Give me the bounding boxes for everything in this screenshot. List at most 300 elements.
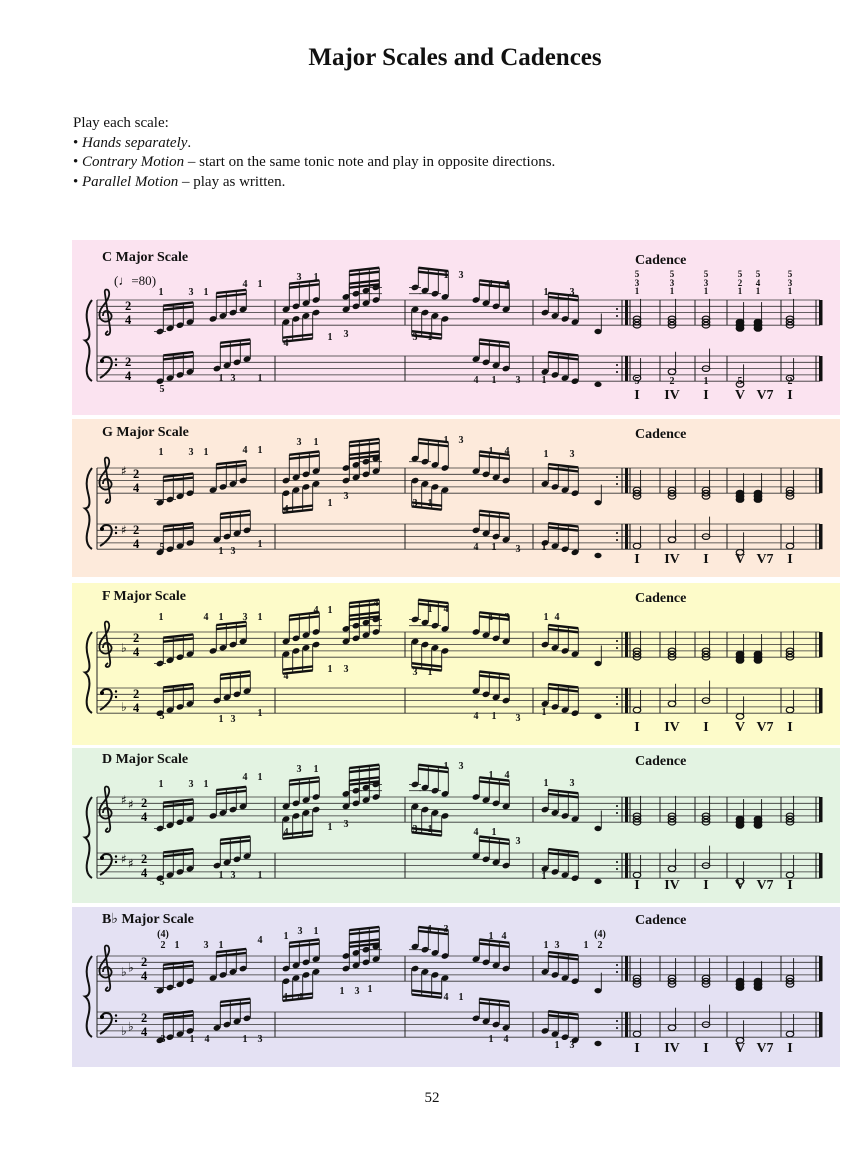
fingering: 1: [488, 1034, 494, 1045]
roman-numeral: I: [703, 552, 709, 567]
final-barline: [819, 1012, 823, 1037]
fingering: 1: [491, 375, 497, 386]
bullet: •: [73, 173, 83, 190]
time-signature: 2: [133, 523, 140, 537]
bullet: •: [73, 154, 83, 170]
fingering: 1: [158, 779, 164, 790]
chord-note: [754, 816, 762, 822]
fingering: 3: [569, 449, 575, 460]
roman-numeral: V7: [756, 388, 774, 403]
repeat-dot: [616, 1020, 618, 1022]
fingering: 4: [242, 445, 248, 456]
fingering: 3: [257, 1034, 263, 1045]
bass-half-note: [736, 714, 744, 720]
fingering: 3: [443, 924, 449, 935]
fingering: 5: [159, 711, 165, 722]
fingering: 1: [488, 931, 494, 942]
repeat-dot: [616, 805, 618, 807]
chord-note: [754, 319, 762, 325]
time-signature: 4: [141, 810, 148, 824]
beam: [349, 268, 379, 271]
beam: [349, 765, 379, 768]
beam: [548, 853, 578, 856]
fingering: 3: [569, 778, 575, 789]
time-signature: 4: [141, 969, 148, 983]
chord-note: [736, 816, 744, 822]
repeat-dot: [616, 703, 618, 705]
repeat-dot: [616, 1027, 618, 1029]
fingering: 1: [491, 827, 497, 838]
fingering: 1: [257, 539, 263, 550]
repeat-dot: [616, 971, 618, 973]
double-barline: [625, 468, 628, 493]
bass-clef-dot: [115, 358, 117, 360]
fingering: 3: [515, 713, 521, 724]
beam: [479, 511, 509, 514]
scale-title: B♭ Major Scale: [102, 912, 194, 927]
beam: [216, 626, 246, 629]
roman-numeral: IV: [664, 878, 680, 893]
fingering: 3: [188, 779, 194, 790]
time-signature: 4: [133, 537, 140, 551]
beam: [289, 616, 319, 619]
fingering: 1: [541, 542, 547, 553]
beam: [216, 294, 246, 297]
beam: [412, 994, 442, 997]
fingering: 1: [218, 612, 224, 623]
beam: [479, 781, 509, 784]
final-barline: [819, 300, 823, 325]
fingering: 1: [327, 822, 333, 833]
beam: [220, 999, 250, 1002]
fingering: 3: [188, 287, 194, 298]
beam: [349, 939, 379, 942]
fingering: 4: [242, 279, 248, 290]
repeat-dot: [616, 868, 618, 870]
flat-icon: ♭: [128, 1019, 134, 1034]
flat-icon: ♭: [128, 960, 134, 975]
beam: [412, 990, 442, 993]
quarter-note: [594, 826, 601, 831]
quarter-note: [594, 1041, 601, 1046]
brace: [85, 300, 92, 381]
time-signature: 2: [125, 299, 132, 313]
instruction-text: .: [187, 134, 192, 151]
bass-half-note: [786, 707, 794, 713]
fingering: 1: [491, 711, 497, 722]
repeat-dot: [616, 640, 618, 642]
time-signature: 2: [141, 955, 148, 969]
repeat-dot: [616, 315, 618, 317]
beam: [548, 356, 578, 359]
repeat-dot: [616, 483, 618, 485]
beam: [349, 769, 379, 772]
cadence-label: Cadence: [635, 253, 687, 268]
roman-numeral: IV: [664, 552, 680, 567]
double-barline: [625, 524, 628, 549]
fingering: 3: [515, 836, 521, 847]
bass-clef-dot: [115, 690, 117, 692]
fingering: 1: [189, 1034, 195, 1045]
beam: [548, 952, 578, 955]
fingering: 3: [412, 332, 418, 343]
double-barline: [625, 356, 628, 381]
bass-half-note: [633, 1031, 641, 1037]
double-barline: [625, 797, 628, 822]
beam: [289, 451, 319, 454]
fingering: 3: [296, 437, 302, 448]
chord-note: [754, 651, 762, 657]
quarter-note: [594, 553, 601, 558]
brace: [85, 956, 92, 1037]
fingering: 1: [541, 707, 547, 718]
bass-clef-icon: [100, 359, 104, 363]
bass-half-note: [668, 1025, 676, 1031]
fingering: 1: [283, 992, 289, 1003]
quarter-note-icon: ♩: [118, 273, 132, 288]
chord-note: [754, 490, 762, 496]
roman-numeral: I: [787, 552, 793, 567]
beam: [163, 638, 193, 641]
fingering: 1: [543, 940, 549, 951]
fingering: 4: [473, 542, 479, 553]
fingering: 1: [427, 824, 433, 835]
brace: [85, 632, 92, 713]
fingering: 4: [283, 504, 289, 515]
cadence-label: Cadence: [635, 913, 687, 928]
final-barline: [819, 797, 823, 822]
fingering: 1: [541, 375, 547, 386]
roman-numeral: V: [734, 1041, 746, 1056]
tempo-value: =80: [131, 273, 152, 288]
quarter-note: [594, 661, 601, 666]
fingering: 3: [412, 824, 418, 835]
beam: [479, 943, 509, 946]
roman-numeral: V7: [756, 720, 774, 735]
fingering: 1: [283, 931, 289, 942]
repeat-dot: [616, 696, 618, 698]
fingering: 1: [257, 772, 263, 783]
fingering: 1: [257, 373, 263, 384]
bass-half-note: [786, 543, 794, 549]
beam: [479, 343, 509, 346]
beam: [349, 272, 379, 275]
scale-title: D Major Scale: [102, 752, 189, 767]
fingering: 1: [218, 546, 224, 557]
fingering: 3: [296, 272, 302, 283]
repeat-dot: [616, 539, 618, 541]
fingering: (4): [594, 929, 606, 940]
time-signature: 2: [141, 852, 148, 866]
beam: [163, 853, 193, 856]
beam: [479, 999, 509, 1002]
cadence-fingering: 5 4 1: [755, 269, 761, 296]
roman-numeral: V7: [756, 552, 774, 567]
fingering: 3: [297, 926, 303, 937]
fingering: 3: [343, 329, 349, 340]
double-barline: [625, 853, 628, 878]
beam: [479, 671, 509, 674]
beam: [548, 468, 578, 471]
sharp-icon: ♯: [121, 523, 127, 537]
beam: [163, 306, 193, 309]
fingering: 3: [230, 546, 236, 557]
fingering: 5: [159, 542, 165, 553]
instruction-text: – play as written.: [178, 173, 286, 190]
fingering: 4: [504, 446, 510, 457]
bass-clef-dot: [115, 532, 117, 534]
final-barline: [819, 632, 823, 657]
fingering: 3: [230, 870, 236, 881]
flat-icon: ♭: [121, 641, 127, 655]
repeat-dot: [616, 861, 618, 863]
roman-numeral: I: [787, 878, 793, 893]
beam: [220, 836, 250, 839]
repeat-dot: [616, 476, 618, 478]
fingering: 1: [488, 446, 494, 457]
fingering: 3: [160, 1034, 166, 1045]
bass-clef-icon: [100, 527, 104, 531]
beam: [479, 339, 509, 342]
roman-numeral: I: [703, 388, 709, 403]
beam: [220, 339, 250, 342]
roman-numeral: V: [734, 878, 746, 893]
fingering: 1: [203, 779, 209, 790]
fingering: 3: [230, 373, 236, 384]
roman-numeral: V: [734, 552, 746, 567]
time-signature: 4: [141, 866, 148, 880]
fingering: 3: [458, 270, 464, 281]
fingering: 1: [327, 664, 333, 675]
roman-numeral: I: [634, 1041, 640, 1056]
time-signature: 4: [133, 645, 140, 659]
roman-numeral: V: [734, 720, 746, 735]
instruction-emphasis: Contrary Motion: [82, 154, 185, 170]
beam: [349, 777, 379, 780]
fingering: 3: [458, 761, 464, 772]
beam: [163, 849, 193, 852]
chord-note: [736, 490, 744, 496]
roman-numeral: I: [787, 388, 793, 403]
final-barline: [819, 468, 823, 493]
sharp-icon: ♯: [128, 797, 134, 812]
beam: [216, 290, 246, 293]
fingering: 1: [203, 287, 209, 298]
beam: [216, 461, 246, 464]
beam: [548, 464, 578, 467]
fingering: 1: [158, 612, 164, 623]
beam: [289, 781, 319, 784]
final-barline: [819, 688, 823, 713]
fingering: 1: [427, 498, 433, 509]
fingering: 4: [473, 375, 479, 386]
beam: [349, 439, 379, 442]
fingering: 3: [343, 491, 349, 502]
roman-numeral: IV: [664, 388, 680, 403]
repeat-dot: [616, 532, 618, 534]
flat-icon: ♭: [121, 700, 127, 714]
bass-half-note: [633, 872, 641, 878]
fingering: 1: [257, 708, 263, 719]
fingering: 1: [313, 764, 319, 775]
beam: [163, 352, 193, 355]
beam: [548, 956, 578, 959]
time-signature: 4: [125, 369, 132, 383]
bass-half-note: [668, 537, 676, 543]
fingering: 1: [313, 272, 319, 283]
fingering: 3: [412, 667, 418, 678]
beam: [289, 943, 319, 946]
fingering: 3: [230, 714, 236, 725]
beam: [289, 284, 319, 287]
roman-numeral: IV: [664, 720, 680, 735]
beam: [349, 451, 379, 454]
fingering: 1: [242, 1034, 248, 1045]
fingering: 1: [327, 605, 333, 616]
fingering: 3: [343, 819, 349, 830]
cadence-bass-fingering: 5: [634, 376, 640, 387]
beam: [163, 799, 193, 802]
bullet: •: [73, 134, 83, 151]
roman-numeral: IV: [664, 1041, 680, 1056]
repeat-dot: [616, 308, 618, 310]
fingering: 5: [159, 877, 165, 888]
beam: [479, 840, 509, 843]
roman-numeral: V7: [756, 878, 774, 893]
beam: [216, 787, 246, 790]
quarter-note: [594, 714, 601, 719]
beam: [349, 612, 379, 615]
fingering: 3: [554, 940, 560, 951]
time-signature: 4: [125, 313, 132, 327]
sharp-icon: ♯: [128, 856, 134, 871]
fingering: 3: [515, 544, 521, 555]
beam: [548, 790, 578, 793]
fingering: 4: [501, 931, 507, 942]
beam: [349, 931, 379, 934]
roman-numeral: I: [634, 720, 640, 735]
beam: [220, 515, 250, 518]
fingering: 3: [412, 498, 418, 509]
fingering: (4): [157, 929, 169, 940]
final-barline: [819, 524, 823, 549]
page-title: Major Scales and Cadences: [308, 44, 602, 71]
bass-half-note: [633, 707, 641, 713]
scale-title: F Major Scale: [102, 589, 186, 604]
cadence-label: Cadence: [635, 591, 687, 606]
beam: [289, 777, 319, 780]
fingering: 1: [583, 940, 589, 951]
fingering: 1: [427, 604, 433, 615]
fingering: 1: [427, 924, 433, 935]
bass-half-note: [668, 369, 676, 375]
fingering: 4: [257, 935, 263, 946]
fingering: 1: [541, 871, 547, 882]
roman-numeral: I: [787, 720, 793, 735]
bass-half-note: [668, 866, 676, 872]
double-barline: [625, 632, 628, 657]
fingering: 3: [296, 764, 302, 775]
beam: [220, 511, 250, 514]
bass-clef-dot: [115, 1014, 117, 1016]
roman-numeral: I: [703, 720, 709, 735]
fingering: 4: [283, 671, 289, 682]
fingering: 4: [554, 612, 560, 623]
bass-half-note: [633, 543, 641, 549]
final-barline: [819, 853, 823, 878]
fingering: 1: [543, 778, 549, 789]
page-number: 52: [424, 1090, 440, 1106]
fingering: 4: [283, 338, 289, 349]
time-signature: 2: [125, 355, 132, 369]
chord-note: [736, 651, 744, 657]
fingering: 1: [327, 498, 333, 509]
fingering: 1: [488, 612, 494, 623]
repeat-dot: [616, 371, 618, 373]
beam: [283, 666, 313, 669]
cadence-fingering: 5 3 1: [703, 269, 709, 296]
roman-numeral: I: [634, 388, 640, 403]
bass-half-note: [786, 1031, 794, 1037]
chord-note: [754, 978, 762, 984]
fingering: 2: [160, 940, 166, 951]
fingering: 4: [203, 612, 209, 623]
time-signature: 2: [133, 467, 140, 481]
fingering: 1: [257, 445, 263, 456]
bass-clef-dot: [115, 364, 117, 366]
fingering: 1: [491, 542, 497, 553]
fingering: 3: [203, 940, 209, 951]
fingering: 4: [443, 992, 449, 1003]
fingering: 3: [242, 612, 248, 623]
double-barline: [625, 1012, 628, 1037]
fingering: 1: [488, 770, 494, 781]
chord-note: [736, 319, 744, 325]
beam: [220, 840, 250, 843]
fingering: 3: [458, 435, 464, 446]
fingering: 3: [504, 612, 510, 623]
cadence-bass-fingering: 5: [737, 376, 743, 387]
roman-numeral: V7: [756, 1041, 774, 1056]
bass-half-note: [786, 872, 794, 878]
time-signature: 4: [141, 1025, 148, 1039]
beam: [220, 671, 250, 674]
instruction-emphasis: Hands separately: [82, 134, 188, 151]
beam: [216, 791, 246, 794]
sharp-icon: ♯: [121, 464, 127, 478]
flat-icon: ♭: [121, 1024, 127, 1038]
beam: [220, 675, 250, 678]
beam: [220, 1003, 250, 1006]
roman-numeral: I: [634, 878, 640, 893]
fingering: 4: [283, 827, 289, 838]
double-barline: [625, 300, 628, 325]
beam: [289, 455, 319, 458]
brace: [85, 797, 92, 878]
fingering: 1: [458, 992, 464, 1003]
cadence-bass-fingering: 2: [787, 376, 793, 387]
cadence-bass-fingering: 1: [703, 376, 709, 387]
fingering: 1: [257, 612, 263, 623]
cadence-fingering: 5 2 1: [737, 269, 743, 296]
beam: [163, 688, 193, 691]
fingering: 1: [427, 667, 433, 678]
beam: [479, 1003, 509, 1006]
final-barline: [819, 356, 823, 381]
bass-clef-dot: [115, 1020, 117, 1022]
beam: [163, 634, 193, 637]
tempo-marking: (♩=80): [114, 273, 157, 288]
